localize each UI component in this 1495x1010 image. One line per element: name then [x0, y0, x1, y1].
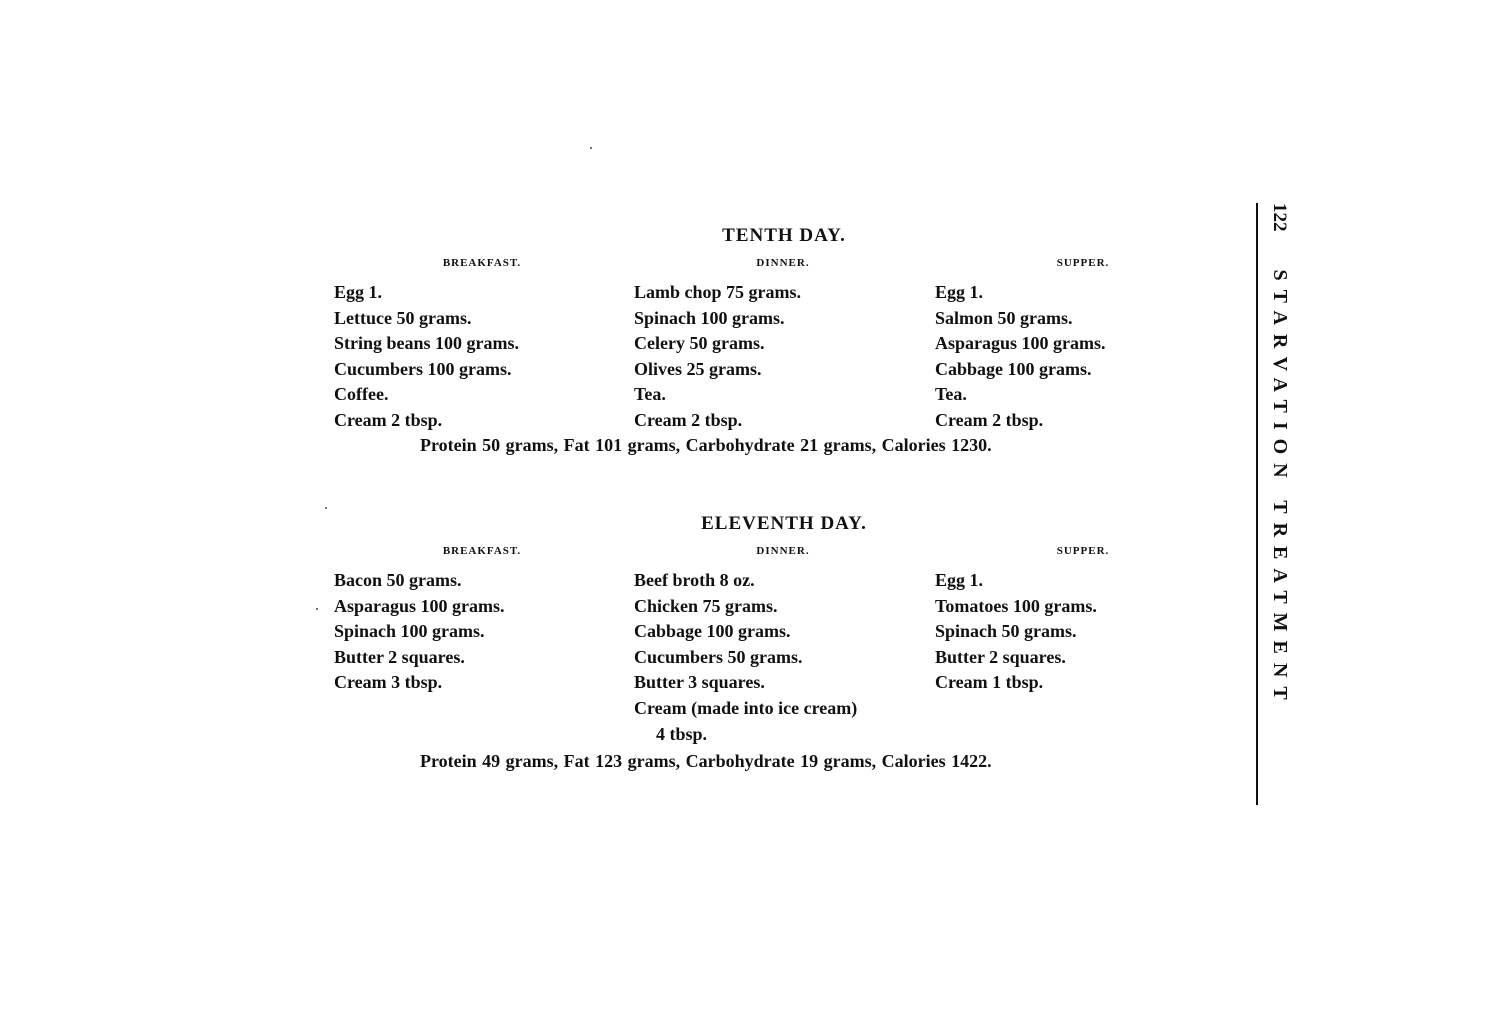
menu-item-continuation: 4 tbsp.: [656, 723, 708, 744]
menu-item: Asparagus 100 grams.: [334, 595, 505, 616]
tenth-day-breakfast-list: [334, 280, 634, 434]
menu-item: Olives 25 grams.: [634, 358, 762, 379]
menu-item: Cream 2 tbsp.: [634, 409, 743, 430]
menu-item: Cream 1 tbsp.: [935, 672, 1044, 693]
menu-item: Cream 2 tbsp.: [334, 409, 443, 430]
eleventh-day-dinner-heading: DINNER.: [756, 545, 810, 557]
menu-item: Asparagus 100 grams.: [935, 333, 1106, 354]
menu-item: Spinach 50 grams.: [935, 621, 1077, 642]
eleventh-day-nutrition-summary: Protein 49 grams, Fat 123 grams, Carbohydrate 19 grams, Calories 1422.: [420, 751, 992, 771]
eleventh-day-dinner-list: [634, 568, 934, 747]
menu-item: Cabbage 100 grams.: [634, 621, 791, 642]
running-head-title: STARVATION TREATMENT: [1269, 269, 1291, 709]
print-speck: [325, 507, 327, 509]
menu-item: Salmon 50 grams.: [935, 307, 1073, 328]
menu-item: Celery 50 grams.: [634, 333, 765, 354]
menu-item: Cucumbers 100 grams.: [334, 358, 512, 379]
menu-item: Butter 2 squares.: [334, 646, 465, 667]
menu-item: Chicken 75 grams.: [634, 595, 778, 616]
menu-item: Lettuce 50 grams.: [334, 307, 472, 328]
tenth-day-title: TENTH DAY.: [722, 225, 846, 246]
menu-item: Butter 3 squares.: [634, 672, 765, 693]
eleventh-day-breakfast-heading: BREAKFAST.: [442, 545, 522, 557]
menu-item: Beef broth 8 oz.: [634, 570, 755, 590]
menu-item: Bacon 50 grams.: [334, 570, 462, 590]
print-speck: [316, 608, 318, 610]
menu-item: Lamb chop 75 grams.: [634, 282, 802, 302]
menu-item: Tea.: [634, 384, 666, 405]
tenth-day-dinner-list: [634, 280, 934, 434]
tenth-day-breakfast-heading: BREAKFAST.: [442, 257, 522, 269]
menu-item: Egg 1.: [935, 282, 984, 302]
tenth-day-dinner-heading: DINNER.: [756, 257, 810, 269]
running-head: [1268, 203, 1292, 743]
print-speck: [590, 147, 592, 149]
eleventh-day-supper-heading: SUPPER.: [1056, 545, 1110, 557]
tenth-day-supper-list: [935, 280, 1235, 434]
menu-item: Egg 1.: [935, 570, 984, 590]
eleventh-day-title: ELEVENTH DAY.: [701, 513, 867, 534]
menu-item: Cream 3 tbsp.: [334, 672, 443, 693]
tenth-day-supper-heading: SUPPER.: [1056, 257, 1110, 269]
menu-item: Tea.: [935, 384, 967, 405]
tenth-day-nutrition-summary: Protein 50 grams, Fat 101 grams, Carbohydrate 21 grams, Calories 1230.: [420, 435, 992, 455]
menu-item: Spinach 100 grams.: [334, 621, 485, 642]
page-number: 122: [1269, 203, 1290, 232]
eleventh-day-supper-list: [935, 568, 1235, 696]
menu-item: Cream (made into ice cream): [634, 697, 858, 718]
running-head-rule: [1256, 203, 1258, 805]
menu-item: Egg 1.: [334, 282, 383, 302]
eleventh-day-breakfast-list: [334, 568, 634, 696]
menu-item: String beans 100 grams.: [334, 333, 520, 354]
menu-item: Cream 2 tbsp.: [935, 409, 1044, 430]
menu-item: Tomatoes 100 grams.: [935, 595, 1097, 616]
menu-item: Cabbage 100 grams.: [935, 358, 1092, 379]
menu-item: Spinach 100 grams.: [634, 307, 785, 328]
menu-item: Coffee.: [334, 384, 389, 405]
menu-item: Butter 2 squares.: [935, 646, 1066, 667]
menu-item: Cucumbers 50 grams.: [634, 646, 803, 667]
